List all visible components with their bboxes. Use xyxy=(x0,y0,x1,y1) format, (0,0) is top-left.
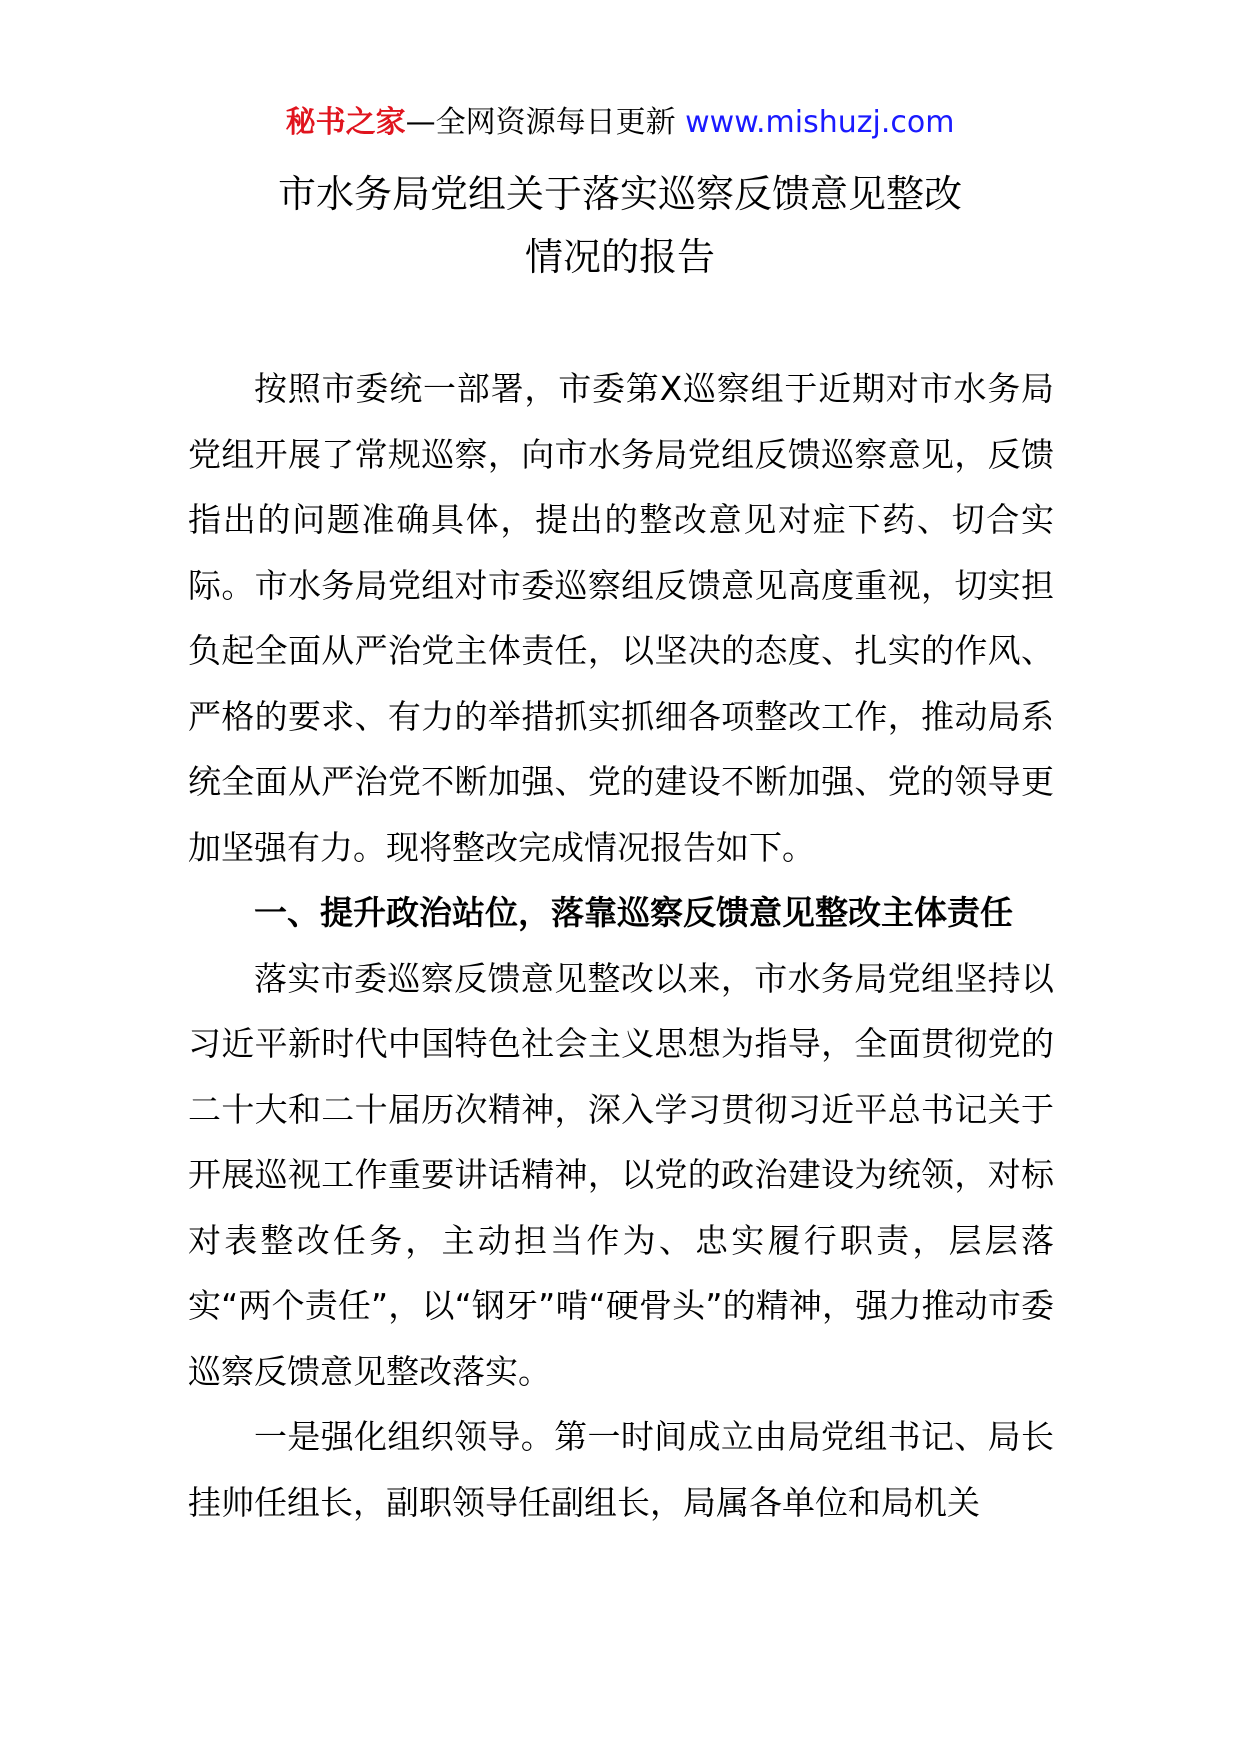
section-1-paragraph-2: 一是强化组织领导。第一时间成立由局党组书记、局长挂帅任组长，副职领导任副组长，局属各单位和局机关 xyxy=(188,1417,1054,1522)
section-1-paragraph-1: 落实市委巡察反馈意见整改以来，市水务局党组坚持以习近平新时代中国特色社会主义思想为指导，全面贯彻党的二十大和二十届历次精神，深入学习贯彻习近平总书记关于开展巡视工作重要讲话精神，以党的政治建设为统领，对标对表整改任务，主动担当作为、忠实履行职责，层层落实“两个责任”，以“钢牙”啃“硬骨头”的精神，强力推动市委巡察反馈意见整改落实。 xyxy=(188,958,1054,1391)
site-url-link[interactable]: www.mishuzj.com xyxy=(685,105,955,140)
section-heading-1: 一、提升政治站位，落靠巡察反馈意见整改主体责任 xyxy=(254,893,1013,932)
intro-paragraph: 按照市委统一部署，市委第X巡察组于近期对市水务局党组开展了常规巡察，向市水务局党组反馈巡察意见，反馈指出的问题准确具体，提出的整改意见对症下药、切合实际。市水务局党组对市委巡察组反馈意见高度重视，切实担负起全面从严治党主体责任，以坚决的态度、扎实的作风、严格的要求、有力的举措抓实抓细各项整改工作，推动局系统全面从严治党不断加强、党的建设不断加强、党的领导更加坚强有力。现将整改完成情况报告如下。 xyxy=(188,369,1054,867)
site-header xyxy=(0,103,1240,143)
title-line-2: 情况的报告 xyxy=(524,235,715,279)
header-tagline: —全网资源每日更新 xyxy=(405,105,676,140)
document-body xyxy=(188,356,1054,1535)
title-line-1: 市水务局党组关于落实巡察反馈意见整改 xyxy=(277,172,962,216)
document-title xyxy=(0,163,1240,289)
brand-name: 秘书之家 xyxy=(285,105,406,140)
